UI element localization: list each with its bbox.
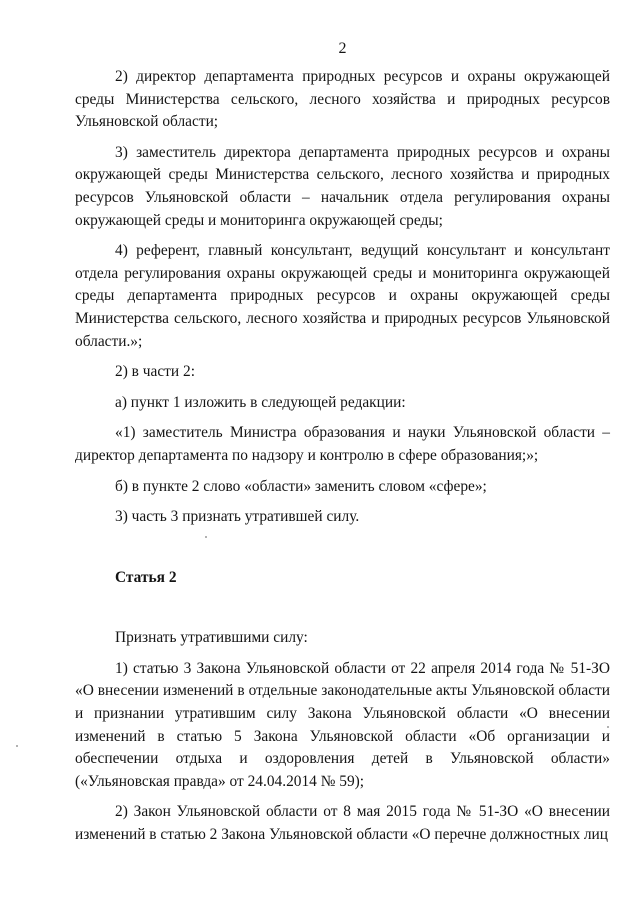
paragraph-repeal-item-2: 2) Закон Ульяновской области от 8 мая 2015 года № 51-ЗО «О внесении изменений в статью 2 Закона Ульяновской области «О перечне должностных лиц bbox=[75, 803, 610, 844]
paragraph-item-3-deputy-director: 3) заместитель директора департамента природных ресурсов и охраны окружающей среды Министерства сельского, лесного хозяйства и природных ресурсов Ульяновской области – начальник отдела регулирования охраны окружающей среды и мониторинга окружающей среды; bbox=[75, 143, 610, 229]
paragraph-subitem-a: а) пункт 1 изложить в следующей редакции: bbox=[115, 393, 406, 411]
document-body bbox=[75, 66, 610, 847]
page-number: 2 bbox=[338, 40, 347, 57]
paragraph-part-2: 2) в части 2: bbox=[115, 363, 195, 381]
article-heading: Статья 2 bbox=[115, 568, 177, 586]
paragraph-subitem-b: б) в пункте 2 слово «области» заменить словом «сфере»; bbox=[115, 477, 487, 495]
paragraph-repeal-intro: Признать утратившими силу: bbox=[115, 629, 308, 647]
scan-speck bbox=[16, 745, 18, 747]
paragraph-quoted-item-1: «1) заместитель Министра образования и науки Ульяновской области – директор департамента по надзору и контролю в сфере образования;»; bbox=[75, 424, 610, 464]
scan-speck bbox=[607, 726, 609, 728]
paragraph-item-2-director: 2) директор департамента природных ресурсов и охраны окружающей среды Министерства сельского, лесного хозяйства и природных ресурсов Ульяновской области; bbox=[75, 68, 610, 131]
paragraph-repeal-item-1: 1) статью 3 Закона Ульяновской области от 22 апреля 2014 года № 51-ЗО «О внесении изменений в отдельные законодательные акты Ульяновской области и признании утратившим силу Закона Ульяновской области «О внесении изменений в статью 5 Закона Ульяновской области «Об организации и обеспечении отдыха и оздоровления детей в Ульяновской области» («Ульяновская правда» от 24.04.2014 № 59); bbox=[75, 659, 610, 790]
paragraph-item-4-referent: 4) референт, главный консультант, ведущий консультант и консультант отдела регулирования охраны окружающей среды и мониторинга окружающей среды департамента природных ресурсов и охраны окружающей среды Министерства сельского, лесного хозяйства и природных ресурсов Ульяновской области.»; bbox=[75, 242, 610, 350]
paragraph-part-3: 3) часть 3 признать утратившей силу. bbox=[115, 508, 360, 526]
scan-speck bbox=[205, 536, 207, 538]
